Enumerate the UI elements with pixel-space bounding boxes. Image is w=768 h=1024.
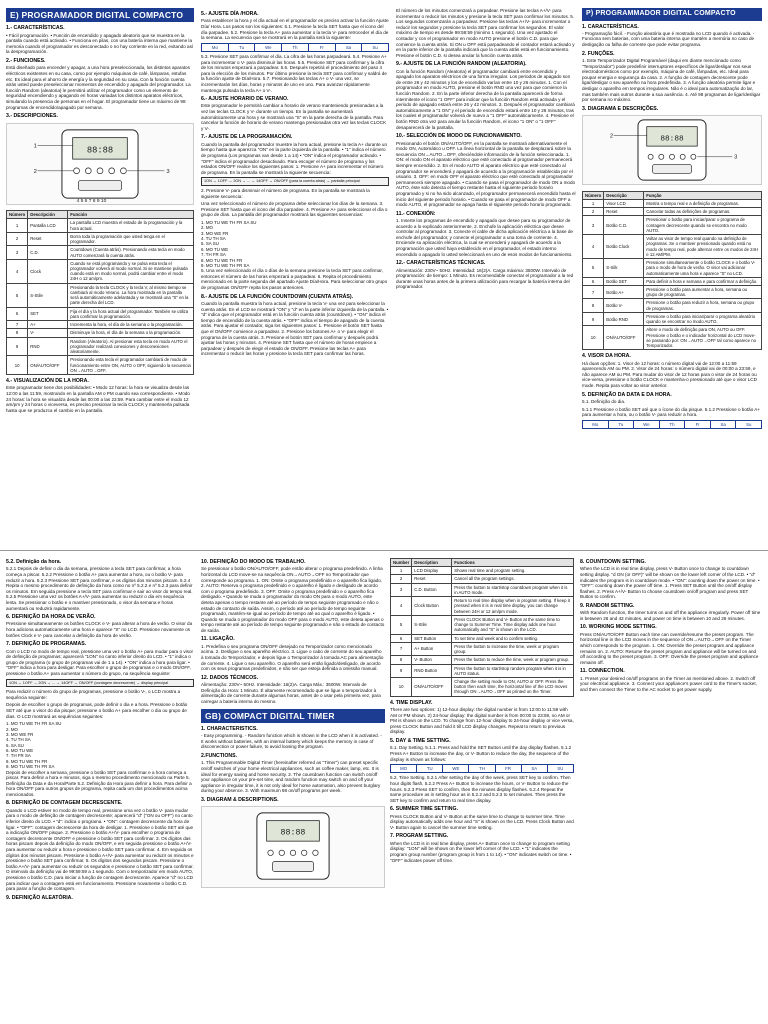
row-number: 8 — [583, 299, 604, 312]
list-item: 5. SA SU — [201, 241, 219, 247]
list-item: 5. SA SU — [6, 742, 24, 748]
es-s7-text3: Una vez seleccionado el número de programa debe seleccionar los días de la semana. 3. Presione SET hasta que el icono del día parpadee. 4. Presione A+ para seleccionar el día o grupo de días. La pantalla del programador mostrará las siguientes secuencias: — [201, 201, 388, 218]
table-row — [391, 677, 574, 696]
es-s11-title: 11.- CONEXIÓN: — [396, 210, 436, 217]
es-s7-text: Cuando la pantalla del programador muestre la hora actual, presione la tecla A+ durante un tiempo hasta que aparezca "ON" en la parte izquierda de la pantalla. • "1" indica el número de programa (Los programas van desde 1 a 14) • "ON" indica el programador activado. • "OFF" indica el programador desactivado. Para escoger el número de programa y los estados ON/OFF realice los siguientes pasos: 1. Presione A+ para incrementar el número de programa. En la pantalla se mostrará la siguiente secuencia: — [201, 141, 388, 175]
es-title-banner: E) PROGRAMADOR DIGITAL COMPACTO — [6, 8, 194, 22]
day-step: WE — [443, 765, 469, 772]
row-function: Press the button to start/stop countdown program when it is in AUTO mode. — [452, 583, 574, 596]
row-function: Return to real time display when in program setting. If keep it pressed when it is in real time display, you can change between 24H or 12 am/pm mode. — [452, 597, 574, 616]
list-item: 7. TH FR SA — [201, 252, 226, 258]
table-row — [391, 634, 574, 642]
row-function: Pressione o botão para iniciar/parar o programa aleatório quando se encontrar no modo AUTO. — [644, 312, 762, 325]
row-description: Botão V- — [604, 299, 644, 312]
table-row — [391, 583, 574, 596]
row-number: 10 — [7, 356, 28, 375]
es-description-table — [6, 210, 194, 375]
gb-description-table — [390, 558, 574, 697]
row-function: Random (Aleatorio). Al presionar esta tecla en modo AUTO el programador realizará conexiones y desconexiones aleatoriamente. — [68, 337, 194, 356]
day-step: We — [255, 44, 282, 51]
gb-s7-text: When the LCD is in real time display, press A+ Button once to change to program setting display: "1ON" will be shown on the lower left corner of the LCD. • "1" indicates the program group number (program group is from 1 to 14). • "ON" indicates switch on time. • "OFF" indicates power off time. — [390, 840, 572, 863]
row-number: 4 — [583, 235, 604, 259]
pt-s7-text2: Para reduzir o número do grupo de programas, pressione o botão V-, o LCD mostra a sequência seguinte: — [6, 689, 181, 700]
list-item: 8. MO TU WE TH FR — [6, 758, 48, 764]
es-s8-text: Cuando la pantalla muestra la hora actual, presione la tecla V- una vez para seleccionar la cuenta atrás. En el LCD se mostrará "ON" y "d" en la parte inferior izquierda de la pantalla. • "d" indica que el programador está en la función cuenta atrás (countdown). • "ON" indica el tiempo de encendido de la cuenta atrás. • "OFF" indica el tiempo de apagado de la cuenta atrás. Para ajustar el contador, siga los siguientes pasos: 1. Presione el botón SET hasta que el ON/OFF comience a parpadear. 2. Presione los botones A+ o V- para elegir el programa de la cuenta atrás. 3. Presione el botón SET para confirmar y después podrá ajustar las horas y minutos. 4. Presione SET hasta que el número de horas empiece a parpadear y después de elegir el estado de ON/OFF. Presione las teclas A+ para incrementar o reducir las horas y presione la tecla SET para confirmar las horas. — [201, 301, 389, 357]
gb-s11-text: 1. Preset your desired on/off programs on the Timer as mentioned above. 2. Switch off your electrical appliance. 3. Connect your appliance's power cord to the Timer's socket, and then connect the Timer to the AC socket to get power supply. — [580, 675, 757, 692]
row-description: Botão Clock — [604, 235, 644, 259]
pt-s6-text: Pressione simultaneamente os botões CLOCK e V- para alterar a hora de verão. O visor da hora adiciona automaticamente uma hora e aparece "S" no LCD. Pressione novamente os botões Clock e V- para cancelar a definição da hora de verão. — [6, 621, 193, 638]
day-step: FR — [496, 765, 522, 772]
day-step: Fr — [685, 421, 711, 428]
day-step: Fr — [309, 44, 336, 51]
gb-s10-text: Press ON/AUTO/OFF Button each time can override/resume the preset program. The horizontal line in the LCD moves in the sequence of ON→AUTO→OFF on the Timer which corresponds to the program. 1. ON: Override the preset program and appliance remains on. 2. AUTO: Resume the preset program and appliance will be turned on and off according to the preset program. 3. OFF: Override the preset program and appliance remains off. — [580, 631, 759, 665]
svg-text:88:88: 88:88 — [660, 135, 684, 144]
row-number: 1 — [7, 219, 28, 232]
row-function: Press the button to start/stop random program when it is in AUTO status. — [452, 664, 574, 677]
row-description: Reset — [412, 575, 452, 583]
row-description: Botão C.D. — [604, 216, 644, 235]
pt-s3-title: 3. DIAGRAMA E DESCRIÇÕES. — [582, 105, 659, 112]
day-step: SA — [522, 765, 548, 772]
es-s7-text2: 2. Presione V- para disminuir el número de programa. En la pantalla se mostrará la siguiente secuencia: — [201, 187, 370, 199]
row-description: Botão A+ — [604, 285, 644, 298]
day-step: Su — [372, 44, 378, 50]
row-number: 10 — [391, 677, 412, 696]
pt-gb-column — [201, 556, 385, 1020]
svg-text:88:88: 88:88 — [86, 144, 114, 155]
pt-s10-text: Se pressionar o botão ON/AUTO/OFF, pode então alterar o programa predefinido. A linha horizontal do LCD move-se na sequência ON→AUTO→OFF no Temporizador que corresponde ao programa. 1. ON: Omite o programa predefinido e o aparelho fica ligado. 2. AUTO: Reserva o programa predefinido e o aparelho é ligado e desligado de acordo com o programa predefinido. 3. OFF: Omite o programa predefinido e o aparelho fica desligado. • Quando se muda o programador do modo ON para o modo AUTO, este deteta apenas o tempo restante até ao período de tempo seguinte programado e não o estado de contacto de saída. Assim, o período até ao período de tempo seguinte programado, mantém-se igual ao período de tempo até ao qual o aparelho é ligado. • Quando se muda o programador do modo OFF para o modo AUTO, este deteta apenas o tempo restante até ao período de tempo seguinte programado e não o estado de contacto de saída. — [201, 566, 385, 633]
row-number: 5 — [583, 259, 604, 278]
pt-s5-text: 5.1.1 Pressione o botão SET até que o ícone do dia pisque. 5.1.2 Pressione o botão A+ para aumentar a hora, ou o botão V- para reduzir a hora. — [582, 406, 761, 418]
table-row — [7, 283, 194, 307]
gb-s5-title: 5. DAY & TIME SETTING. — [390, 738, 451, 744]
es-s5-text2: 5.3. Presione SET para confirmar el día. La cifra de las horas parpadeará. 5.4. Presione A+ para incrementar o V- para disminuir las horas. 5.5. Presione SET para confirmar y la cifra de los minutos empezará a parpadear. 5.6. Después repetirá el procedimiento del paso 4 para la elección de los minutos. Por último presione la tecla SET para confirmar y saldrá de la función ajuste de Día/Hora. 5.7. Presionando las teclas A+ o V- una vez, se incrementarán los días, horas y minutos de uno en uno. Para avanzar rápidamente mantenga pulsada la tecla A+ o V-. — [201, 53, 387, 93]
es-s2-text: Está diseñado para encender y apagar, a una hora preseleccionada, los distintos aparatos eléctricos existentes en su casa, como por ejemplo máquinas de café, lámparas, estufas etc. Es ideal para el ahorro de energía y la seguridad en su casa. Con la función cuenta atrás usted puede preseleccionar momentos de encendido y apagado del programador. La función Random (aleatoria) le permitirá utilizar el programador como un elemento de seguridad encendiendo y apagando en horas variadas los distintos aparatos eléctricos, simulando la presencia de personas en el hogar. El programador tiene un máximo de 98 programas de encendido/apagado por semana. — [6, 65, 191, 110]
gb-s2-text: 1. This Programmable Digital Timer (hereinafter referred as "Timer") can preset specific on/off switches of your home electrical appliances, such as coffee maker, lamp, etc. It is ideal for energy saving and home security. 2. The countdown function can switch on/off your appliance on your pre-set time, and random function may switch on and off your appliance in irregular time, it is not only ideal for home automation, also prevent burglary during your absence. 3. With maximum 98 on/off programs per week. — [201, 760, 381, 794]
pt-mode-sequence: 1ON → 1OFF → 2ON → ... → 14OFF → ON/OFF (contagem decrescente) → display principal — [6, 679, 194, 688]
day-step: Su — [746, 421, 752, 427]
gb-th-description: Description — [412, 559, 452, 567]
row-function: Press CLOCK Button and V- Button at the same time to change to Summer Time. Time display adds one hour automatically and "S" is shown on the LCD. — [452, 615, 574, 634]
gb-s1-title: 1. CHARACTERISTICS. — [201, 725, 258, 732]
table-row — [7, 321, 194, 329]
pt-s9-title: 9. DEFINIÇÃO ALEATÓRIA. — [6, 894, 73, 901]
es-s10-text: Presionando el botón ON/AUTO/OFF, en la pantalla se mostrará alternativamente el modo ON, Automático u OFF. La línea horizontal de la pantalla se desplazará sobre la secuencia ON→AUTO→OFF, ofreciéndole información de la función seleccionada. 1. ON: el modo ON el aparato eléctrico que esté conectado al programador permanecerá siempre encendido. 2. En el modo AUTO el aparato eléctrico que esté conectado al programador se encenderá y apagará de acuerdo a la programación establecida por el usuario. 3. OFF: en modo OFF el aparato eléctrico que esté conectado al programador permanecerá siempre apagado. • Cuando se pasa el programador de modo ON a modo AUTO, éste solo detecta el tiempo restante hasta el siguiente periodo horario programado y si no ha sido alcanzado, el programador permanecerá encendido hasta el inicio del siguiente periodo horario. • Cuando se pasa el programador de modo OFF a modo AUTO, el programador se apaga hasta el siguiente periodo horario programado. — [396, 140, 576, 208]
row-description: ON/AUTO/OFF — [412, 677, 452, 696]
list-item: 9. MO TU WE TH FR SA — [6, 764, 55, 770]
row-number: 5 — [391, 615, 412, 634]
row-number: 7 — [7, 321, 28, 329]
svg-text:3: 3 — [166, 168, 170, 175]
es-th-function: Función — [68, 211, 194, 219]
list-item: 3. MO WE FR — [6, 731, 34, 737]
row-number: 3 — [583, 216, 604, 235]
svg-text:3: 3 — [734, 154, 738, 161]
row-description: V- — [28, 329, 68, 337]
pt-day-groups — [6, 721, 194, 769]
row-function: Presionando la tecla CLOCK y la tecla V, al mismo tiempo se cambiará al modo Verano. La hora mostrada en la pantalla será automáticamente adelantada y se mostrará una "S" en la parte derecha del LCD. — [68, 283, 194, 307]
row-number: 8 — [391, 656, 412, 664]
pt-s8-text: Quando o LCD estiver no modo de tempo real, pressione uma vez o botão V- para mudar para o modo de definição de contagem decrescente; aparecerá "d" ("ON ou OFF") no canto inferior direito do LCD. • "d": indica o programa. • "ON": contagem decrescente da hora de ligar. • "OFF": contagem decrescente da hora de desligar. 1. Pressione o botão SET até que a indicação ON/OFF pisque. 2. Pressione o botão A+/V- para escolher o programa de contagem decrescente ON/OFF e pressione o botão SET para confirmar. 3. Os dígitos das horas piscam depois da definição do modo ON/OFF, e em seguida pressione o botão A+/V- para aumentar ou reduzir a hora e pressione o botão SET para confirmar. 4. Em seguida os dígitos dos minutos piscam. Pressione o botão A+/V- para aumentar ou reduzir os minutos e pressione o botão SET para confirmar. 5. Os dígitos dos segundos piscam. Pressione o botão A+/V- para aumentar ou reduzir os segundos e pressione o botão SET para confirmar. O intervalo da definição vai de 99:59:59 a 1 segundo. Com o temporizador em modo AUTO, pressione o botão C.D. para iniciar a função de contagem decrescente. Aparece "d" no LCD para indicar que a contagem está em funcionamento. Pressione novamente o botão C.D. para parar a função de contagem. — [6, 807, 194, 892]
pt-s4-text: Há duas opções: 1. Visor de 12 horas: o número digital vai de 12:00 a 11:59 aparecendo AM ou PM. 2. Visor de 24 horas: o número digital vai de 00:00 a 23:59, e não aparece AM ou PM. Para mudar do visor de 12 horas para o visor de 24 horas ou vice-versa, pressione o botão CLOCK e mantenha-o pressionado até que o visor LCD mude. Repita para voltar ao visor anterior. — [582, 360, 757, 389]
day-step: Sa — [336, 44, 363, 51]
table-row — [7, 356, 194, 375]
row-number: 3 — [391, 583, 412, 596]
row-function: Altere o modo de definição para ON, AUTO ou OFF. Pressione o botão e o indicador horizontal do LCD move-se passando por: ON→AUTO→OFF tal como aparece no Temporizador. — [644, 326, 762, 350]
row-function: Countdown (Cuenta atrás). Presionando esta tecla en modo AUTO comenzará la cuenta atrás. — [68, 246, 194, 259]
row-description: Pantalla LCD — [28, 219, 68, 232]
gb-s5-text: 5.1. Day Setting. 5.1.1. Press and hold the SET Button until the day display flashes. 5.1.2 Press A+ Button to increase the day, or V- Button to reduce the day, the sequence of the display is shown as follows: — [390, 745, 572, 762]
row-description: Botão RND — [604, 312, 644, 325]
row-description: Clock — [28, 259, 68, 283]
es-s6-title: 6.- AJUSTE HORARIO DE VERANO. — [201, 96, 289, 103]
pt-s51-title: 5.1. Definição do dia. — [582, 398, 626, 404]
table-row — [7, 337, 194, 356]
table-row — [7, 259, 194, 283]
svg-text:2: 2 — [609, 133, 614, 140]
pt-s11-text: 1. Predefina o seu programa ON/OFF desejado no Temporizador como mencionado acima. 2. Desligue o seu aparelho eléctrico. 3. Ligue o cabo de corrente do seu aparelho à tomada do Temporizador, e depois ligue o Temporizador à tomada AC para alimentação de corrente. 4. Ligue o seu aparelho. O aparelho será então ligado/desligado, de acordo com os seus programas predefinidos, e não ser que esteja definida a omissão manual. — [201, 643, 384, 672]
table-row — [7, 232, 194, 245]
row-function: Pressionar o botão para iniciar/parar o programa de contagem decrescente quando se encontra no modo AUTO. — [644, 216, 762, 235]
es-th-description: Descripción — [28, 211, 68, 219]
pt-s10-title: 10. DEFINIÇÃO DO MODO DE TRABALHO. — [201, 559, 306, 565]
row-number: 1 — [583, 199, 604, 207]
row-number: 6 — [583, 277, 604, 285]
row-description: C.D. — [28, 246, 68, 259]
pt-s52-title: 5.2. Definição da hora. — [6, 559, 62, 565]
gb-s8-title: 8. COUNTDOWN SETTING. — [580, 559, 646, 565]
row-description: A+ — [28, 321, 68, 329]
list-item: 8. MO TU WE TH FR — [201, 257, 243, 263]
es-s7-title: 7.- AJUSTE DE LA PROGRAMACIÓN. — [201, 134, 293, 141]
svg-text:2: 2 — [33, 168, 37, 175]
row-function: La pantalla LCD muestra el estado de la programación y la hora actual. — [68, 219, 194, 232]
es-s7-text4: 5. Una vez seleccionado el día o días de la semana presione la tecla SET para confirmar, entonces el número de las horas empezará a parpadear. 6. Repita el procedimiento mencionado en la parte segunda del apartado Ajuste Día/Hora. Para seleccionar otro grupo de programas ON/OFF repita los pasos anteriores. — [201, 268, 388, 291]
gb-column-2 — [390, 556, 574, 1020]
gb-s52-text: 5.2. Time Setting. 5.2.1 After setting the day of the week, press SET key to confirm. Then hour digits flash. 5.2.2 Press A+ Button to increase the hours, or V- Button to reduce the hours. 5.2.3 Press SET to confirm, then the minutes display flashes. 5.2.4 Repeat the same procedure as in setting hour as in 5.2.2 and 5.2.3 to set minutes. Then press the SET key to confirm and return to real time display. — [390, 775, 571, 803]
row-function: Borra toda la programación que usted tenga en el programador. — [68, 232, 194, 245]
row-description: C.D. Button — [412, 583, 452, 596]
row-description: RND Button — [412, 664, 452, 677]
row-function: Cuando se está programando y se pulsa esta tecla el programador volverá al modo normal. Si se mantiene pulsada cuando está en modo normal, podrá cambiar entre el modo 24H o 12 am/pm. — [68, 259, 194, 283]
es-day-groups — [201, 220, 389, 268]
es-column-2 — [201, 8, 389, 548]
pt-title-banner: P) PROGRAMMADOR DIGITAL COMPACTO — [582, 8, 762, 21]
es-s5-text: Para establecer la hora y el día actual en el programador es preciso activar la función Ajuste Día/ Hora. Los pasos son los siguientes: 5.1. Presione la tecla SET hasta que el icono del día parpadee. 5.2. Presione la tecla A+ para aumentar o la tecla V- para retroceder el día de la semana. La secuencia que se mostrará en la pantalla será la siguiente: — [201, 18, 389, 41]
row-description: Botão SET — [604, 277, 644, 285]
row-number: 8 — [7, 329, 28, 337]
table-row — [583, 208, 762, 216]
table-row — [583, 285, 762, 298]
row-description: ON/AUTO/OFF — [604, 326, 644, 350]
row-number: 9 — [583, 312, 604, 325]
gb-s3-title: 3. DIAGRAM & DESCRIPTIONS. — [201, 796, 279, 803]
pt-s8-title: 8. DEFINIÇÃO DE CONTAGEM DECRESCENTE. — [6, 800, 123, 807]
es-col3-text1: El número de los minutos comenzará a parpadear. Presione las teclas A+/V- para incrementar o reducir los minutos y presione la tecla SET para confirmar los minutos. 5. Los segundos comenzarán a parpadear. Presione las teclas A+/V- para incrementar o reducir los segundos y presione la tecla SET para confirmar los segundos. El valor máximo de tiempo es desde 99:59:59 (minimo 1 segundo). Una vez ajustado el contador y con el programador en modo AUTO presione el botón C.D. para que comience la cuenta atrás. Si ON u OFF está parpadeando el contador estará activado y en la parte inferior de la pantalla indicará que la cuenta atrás está en funcionamiento. Presione el botón C.D. si desea anular la función cuenta atrás. — [396, 8, 575, 58]
day-step: Mo — [202, 44, 229, 51]
es-column-1 — [6, 8, 194, 548]
table-row — [391, 615, 574, 634]
page-fold-divider — [0, 550, 768, 551]
day-step: Th — [282, 44, 309, 51]
timer-diagram-es — [6, 123, 194, 205]
pt-column-2 — [6, 556, 194, 1020]
row-function: Fija el día y la hora actual del programador. También se utiliza para confirmar la programación. — [68, 307, 194, 320]
gb-column-3 — [580, 556, 762, 1020]
row-description: S-Silk — [604, 259, 644, 278]
row-number: 6 — [391, 634, 412, 642]
gb-s6-title: 6. SUMMER TIME SETTING. — [390, 806, 459, 813]
day-step: Th — [660, 421, 686, 428]
table-row — [583, 259, 762, 278]
row-number: 7 — [583, 285, 604, 298]
row-function: Presionando esta tecla el programador cambiará de modo de funcionamiento entre ON, AUTO o OFF, siguiendo la secuencia ON→AUTO→OFF. — [68, 356, 194, 375]
day-step: Mo — [583, 421, 609, 428]
row-description: Visor LCD — [604, 199, 644, 207]
row-function: Cancel all the program settings. — [452, 575, 574, 583]
pt-s12-title: 12. DADOS TÉCNICOS. — [201, 674, 259, 681]
pt-s6-title: 6. DEFINIÇÃO DA HORA DE VERÃO. — [6, 614, 96, 621]
es-s8-title: 8.- AJUSTE DE LA FUNCIÓN COUNTDOWN (CUENTA ATRÁS). — [201, 293, 354, 300]
svg-text:88:88: 88:88 — [280, 828, 306, 838]
row-function: Voltar ao visor de tempo real quando na definição de programas. Se o mantiver pressionado quando está no modo de tempo real, pode alternar entre os modos de 24H e 12 AM/PM. — [644, 235, 762, 259]
list-item: 1. MO TU WE TH FR SA SU — [201, 219, 257, 225]
table-row — [583, 277, 762, 285]
row-description: V- Button — [412, 656, 452, 664]
row-function: To set time and week and to confirm setting. — [452, 634, 574, 642]
es-s12-title: 12.- CARACTERÍSTICAS TÉCNICAS. — [396, 260, 486, 267]
gb-s2-title: 2.FUNCTIONS. — [201, 752, 238, 759]
es-s9-title: 9.- AJUSTE DE LA FUNCIÓN RANDOM (ALEATORIA). — [396, 61, 527, 68]
es-s12-text: Alimentación: 230V~ 50Hz. Intensidad: 16(2)A. Carga máxima: 3500W. Intervalo de programación: de tiempo: 1 Minuto. Es recomendable conectar el programador a la red durante unas horas antes de la primera utilización para recargar la batería interna del programador. — [396, 267, 574, 290]
pt-s52-text: 5.2.1 Depois de definir o dia da semana, pressione a tecla SET para confirmar, a hora começa a piscar. 5.2.2 Pressione o botão A+ para aumentar a hora, ou o botão V- para reduzir a hora. 5.2.3 Pressione SET para confirmar, e os dígitos dos minutos piscam. 5.2.4 Repita o mesmo procedimento de definição da hora como no nº 5.2.2 e nº 5.2.3 para definir os minutos. Em seguida pressione a tecla SET para confirmar e sair ao visor do tempo real. 5.2.5 Pressione uma vez os botões A+/V- para aumentar ou reduzir o dia em sequência lenta. Se pressionar o botão e o mantiver pressionado, o visor da semana e horas aumentará ou reduzirá rapidamente. — [6, 566, 193, 611]
row-description: SET Button — [412, 634, 452, 642]
list-item: 3. MO WE FR — [201, 230, 229, 236]
row-description: ON/AUTO/OFF — [28, 356, 68, 375]
pt-s7-text3: Depois de escolher o grupo de programas, pode definir o dia e a hora. Pressione o botão SET até que o visor do dia pisque; pressione o botão A+ para escolher o dia ou grupo de dias. O LCD mostrará as sequências seguintes: — [6, 702, 188, 719]
table-row — [583, 235, 762, 259]
day-step: MO — [391, 765, 417, 772]
gb-s11-title: 11. CONNECTION. — [580, 668, 625, 675]
pt-th-function: Função — [644, 191, 762, 199]
gb-th-number: Number — [391, 559, 412, 567]
day-step: Sa — [711, 421, 737, 428]
row-number: 2 — [391, 575, 412, 583]
row-description: SET — [28, 307, 68, 320]
timer-diagram-pt — [582, 115, 762, 185]
es-s4-text: Este programador tiene dos posibilidades: • Modo 12 horas: la hora se visualiza desde las 12:00 a las 11:59, mostrando en la pantalla AM o PM cuando sea correspondiente. • Modo 24 horas: la hora se visualiza desde las 00:00 a las 23:59. Para cambiar entre el modo 12 am/pm y 24 horas o viceversa, es preciso presionar la tecla CLOCK y mantenerla pulsada hasta que se produzca el cambio en la pantalla. — [6, 385, 190, 413]
pt-description-table — [582, 191, 762, 351]
es-s4-title: 4.- VISUALIZACIÓN DE LA HORA. — [6, 377, 89, 384]
list-item: 4. TU TH SA — [201, 236, 226, 242]
row-description: LCD Display — [412, 567, 452, 575]
row-number: 4 — [391, 597, 412, 616]
gb-s10-title: 10. WORKING MODE SETTING. — [580, 624, 657, 631]
gb-s8-text: When the LCD is in real time display, press V- Button once to change to countdown setting display. "d ON (or OFF)" will be shown on the lower left corner of the LCD. • "d" indicates the program is in countdown mode. • "ON": counting down the power on time. • "OFF": counting down the power off time. 1. Press SET Button until the on/off display flashes. 2. Press A+/V- Button to choose countdown on/off program and press SET Button to confirm. — [580, 566, 760, 600]
table-row — [7, 307, 194, 320]
row-number: 1 — [391, 567, 412, 575]
pt-s12-text: Alimentação: 230V~ 50Hz. Intensidade: 16(2)A. Carga Máx.: 3500W. Intervalo de Definição da Hora: 1 Minuto. É altamente recomendado que se ligue o temporizador à alimentação de corrente durante algumas horas, antes de o usar pela primeira vez, para carregar a bateria interna do mesmo. — [201, 682, 381, 704]
pt-s11-title: 11. LIGAÇÃO. — [201, 636, 235, 643]
pt-column-1 — [582, 8, 762, 548]
table-row — [7, 246, 194, 259]
pt-s2-title: 2. FUNÇÕES. — [582, 50, 615, 57]
gb-s1-text: - Easy programming. - Random function which is shown in the LCD when it is activated. - It works without batteries, with an internal battery which keeps the memory in case of disconnection or power failure, to avoid loosing the program. — [201, 733, 382, 750]
es-column-3 — [396, 8, 576, 548]
gb-th-functions: Functions — [452, 559, 574, 567]
row-description: Reset — [28, 232, 68, 245]
es-th-number: Número — [7, 211, 28, 219]
es-s1-title: 1.- CARACTERÍSTICAS. — [6, 25, 65, 32]
list-item: 6. MO TU WE — [201, 246, 229, 252]
pt-s1-text: - Programação fácil. - Função aleatória que é mostrada no LCD quando é activada. - Funciona sem baterias, com uma bateria interna que mantém a memória no caso de desligação ou falha de corrente que pode evitar programa. — [582, 30, 755, 48]
day-step: SU — [557, 766, 564, 772]
table-row — [583, 199, 762, 207]
gb-s9-text: With Random function, the timer turns on and off the appliance irregularly. Power off time is between 26 and 42 minutes, and power on time is between 10 and 26 minutes. — [580, 610, 761, 621]
row-function: Disminuye la hora, el día de la semana o la programación. — [68, 329, 194, 337]
row-description: A+ Button — [412, 642, 452, 655]
es-s10-title: 10.- SELECCIÓN DE MODO DE FUNCIONAMIENTO. — [396, 133, 522, 140]
row-number: 2 — [583, 208, 604, 216]
es-s2-title: 2.- FUNCIONES. — [6, 58, 46, 65]
row-number: 9 — [7, 337, 28, 356]
row-number: 7 — [391, 642, 412, 655]
row-number: 3 — [7, 246, 28, 259]
table-row — [391, 567, 574, 575]
row-description: Clock Button — [412, 597, 452, 616]
list-item: 2. MO — [201, 225, 213, 231]
row-function: Press the button to reduce the time, week or program group. — [452, 656, 574, 664]
row-function: Shows real time and program setting. — [452, 567, 574, 575]
row-function: Press the button to increase the time, week or program group. — [452, 642, 574, 655]
row-function: Mostra o tempo real e a definição de programas. — [644, 199, 762, 207]
table-row — [583, 312, 762, 325]
row-function: Cancelar todas as definições de programas. — [644, 208, 762, 216]
list-item: 1. MO TU WE TH FR SA SU — [6, 721, 62, 727]
pt-th-description: Descrição — [604, 191, 644, 199]
row-description: RND — [28, 337, 68, 356]
list-item: 2. MO — [6, 726, 18, 732]
gb-s9-title: 9. RANDOM SETTING. — [580, 602, 635, 609]
es-day-sequence — [201, 43, 389, 52]
es-s5-title: 5.- AJUSTE DÍA /HORA. — [201, 11, 259, 17]
list-item: 4. TU TH SA — [6, 737, 31, 743]
day-step: Tu — [229, 44, 256, 51]
svg-text:4 5 6 7 8 9 10: 4 5 6 7 8 9 10 — [76, 198, 107, 204]
row-function: Pressione simultaneamente o botão CLOCK e o botão V- para o modo de hora de verão. O visor vai adicionar automaticamente uma hora e aparece "S" no LCD. — [644, 259, 762, 278]
day-step: TH — [469, 765, 495, 772]
gb-s4-text: There are two options: 1) 12-hour display: the digital number is from 12:00 to 11:59 with AM or PM shown. 2) 24-hour display: the digital number is from 00:00 to 23:59, no AM or PM is shown on the LCD. To change from 12-hour display to 24-hour display or vice versa, press CLOCK Button and hold it till LCD display changes. Repeat to return to previous display. — [390, 707, 574, 735]
es-s3-title: 3.- DESCRIPCIONES. — [6, 113, 58, 120]
row-function: Incrementa la hora, el día de la semana o la programación. — [68, 321, 194, 329]
row-function: Pressione o botão para reduzir a hora, semana ou grupo de programas. — [644, 299, 762, 312]
list-item: 9. MO TU WE TH FR SA — [201, 262, 250, 268]
row-function: Pressione o botão para aumentar a hora, semana ou grupo de programas. — [644, 285, 762, 298]
day-step: We — [634, 421, 660, 428]
gb-s4-title: 4. TIME DISPLAY. — [390, 699, 433, 706]
table-row — [391, 642, 574, 655]
table-row — [391, 597, 574, 616]
list-item: 7. TH FR SA — [6, 753, 31, 759]
day-step: TU — [417, 765, 443, 772]
gb-s6-text: Press CLOCK Button and V- Button at the same time to change to summer time. Time display automatically adds one hour and "S" is shown on the LCD. Press Clock Button and V- Button again to cancel the summer time setting. — [390, 813, 574, 830]
pt-s7-text: Com o LCD no modo de tempo real, pressione uma vez o botão A+ para mudar para o visor de definição de programas; aparecerá "1ON" no canto inferior direito do LCD. • "1" indica o grupo de programa (o grupo de programas vai de 1 a 14). • "ON" indica a hora para ligar. • "OFF" indica a hora para desligar. Para escolher o grupo de programas e o modo ON/OFF, pressione o botão A+ para aumentar o número do grupo, na sequência seguinte: — [6, 648, 194, 676]
es-s6-text: Este programador le permitirá cambiar a horario de verano manteniendo presionadas a la vez las teclas CLOCK y V- durante un tiempo. En la pantalla se aumentará automáticamente una hora y se mostrará una "S" en la parte derecha de la pantalla. Para cancelar la función de horario de verano mantenga presionadas otra vez las teclas CLOCK y V-. — [201, 103, 387, 131]
table-row — [391, 575, 574, 583]
row-description: Reset — [604, 208, 644, 216]
gb-s7-title: 7. PROGRAM SETTING. — [390, 833, 449, 840]
pt-s7-title: 7. DEFINIÇÃO DE PROGRAMAS. — [6, 641, 87, 648]
list-item: 6. MO TU WE — [6, 748, 34, 753]
row-description: S-Stile — [28, 283, 68, 307]
pt-s2-text: 1. Este Temporizador Digital Programável (daqui em diante mencionado como "Temporizador") pode predefinir interruptores específicos de ligar/desligar nos seus electrodomésticos como por exemplo, máquina de café, lâmpadas, etc. Ideal para poupar energia e segurança da casa. 2. A função de contagem decrescente pode ligar/desligar o seu aparelho na hora predefinida. 3. A função aleatória permite ligar e desligar o aparelho em tempos irregulares. Não é o ideal para automatização do lar, mas também mais outros durante a sua ausência. 4. Até 98 programas de ligar/desligar por semana no máximo. — [582, 58, 761, 103]
row-number: 9 — [391, 664, 412, 677]
table-row — [7, 329, 194, 337]
table-row — [583, 299, 762, 312]
row-number: 6 — [7, 307, 28, 320]
row-function: Change the setting mode to ON, AUTO or OFF. Press the button then each time, the horizontal line of the LCD moves through ON→AUTO→OFF as printed on the Timer. — [452, 677, 574, 696]
timer-diagram-gb — [201, 806, 385, 888]
row-number: 4 — [7, 259, 28, 283]
row-number: 5 — [7, 283, 28, 307]
row-number: 10 — [583, 326, 604, 350]
day-step: Tu — [609, 421, 635, 428]
row-number: 2 — [7, 232, 28, 245]
pt-s4-title: 4. VISOR DA HORA. — [582, 353, 631, 360]
row-description: S-Stile — [412, 615, 452, 634]
gb-title-banner: GB) COMPACT DIGITAL TIMER — [201, 709, 385, 723]
svg-text:1: 1 — [33, 142, 37, 149]
es-s9-text: Con la función Random (Aleatoria) el programador cambiará entre encendido y apagado los aparatos eléctricos de una forma irregular. Los periodos de apagado son de entre 26 y 42 minutos y los de encendido varían entre 10 y 26 minutos. 1. Con el programador en modo AUTO, presione el botón RND una vez para que comience la función Random. 2. En la parte inferior derecha de la pantalla aparecerá de forma intermitente el icono "1 OFF" para indicar que la función Random está activada y el periodo de apagado estará entre 26 y 42 minutos. 3. Después el programador cambiará automáticamente a "1 ON" y el periodo de encendido estará entre 10 y 26 minutos, tras los cuales el programador volverá de nuevo a "1 OFF" automáticamente. 4. Presione el botón RND otra vez para anular la función Random, el icono "1 ON" o "1 OFF" desaparecerá de la pantalla. — [396, 68, 575, 130]
table-row — [7, 219, 194, 232]
table-row — [391, 664, 574, 677]
pt-th-number: Número — [583, 191, 604, 199]
row-function: Para definir a hora e semana e para confirmar a definição. — [644, 277, 762, 285]
pt-s7-text4: Depois de escolher a semana, pressione o botão SET para confirmar e a hora começa a piscar. Para definir a hora e minutos, siga o mesmo procedimento mencionado na Parte 5. Definição da Data e da Hora/Parte 5.2. Definição da Hora para definir a hora. Para definir a hora ON/OFF para outros grupos de programa, repita cada um dos procedimentos acima mencionados. — [6, 769, 192, 797]
es-mode-sequence: 1ON → 1OFF → 2ON → ... → 14OFF → ON/OFF (para la cuenta atrás) → pantalla principal — [201, 177, 389, 186]
gb-day-sequence — [390, 764, 574, 773]
pt-s5-title: 5. DEFINIÇÃO DA DATA E DA HORA. — [582, 391, 672, 398]
table-row — [391, 656, 574, 664]
es-s1-text: • Fácil programación. • Función de encendido y apagado aleatorio que se muestra en la pantalla cuando está activado. • Funciona en pilas, con una batería interna que mantiene la memoria cuando el programador es desconectado o no hay corriente en la red, evitando así la desprogramación. — [6, 32, 194, 55]
es-s11-text: 1. Inserte los programas de encendido y apagado que desee para su programador de acuerdo a lo explicado anteriormente. 2. Enchufe la aplicación eléctrica que desee controlar al programador. 3. Conecte el cable de dicha aplicación eléctrica a la base de enchufe del programador, y conecte el programador a una toma de corriente. 4. Enciende su aplicación eléctrica, la cual se encenderá y apagará de acuerdo a la programación que usted haya establecido en el programador, el estado interno encendido o apagado lo usted seleccionará en uno de esos modos de funcionamiento. — [396, 218, 573, 257]
table-row — [583, 216, 762, 235]
table-row — [583, 326, 762, 350]
pt-day-sequence — [582, 420, 762, 429]
pt-s1-title: 1. CARACTERÍSTICAS. — [582, 23, 639, 30]
